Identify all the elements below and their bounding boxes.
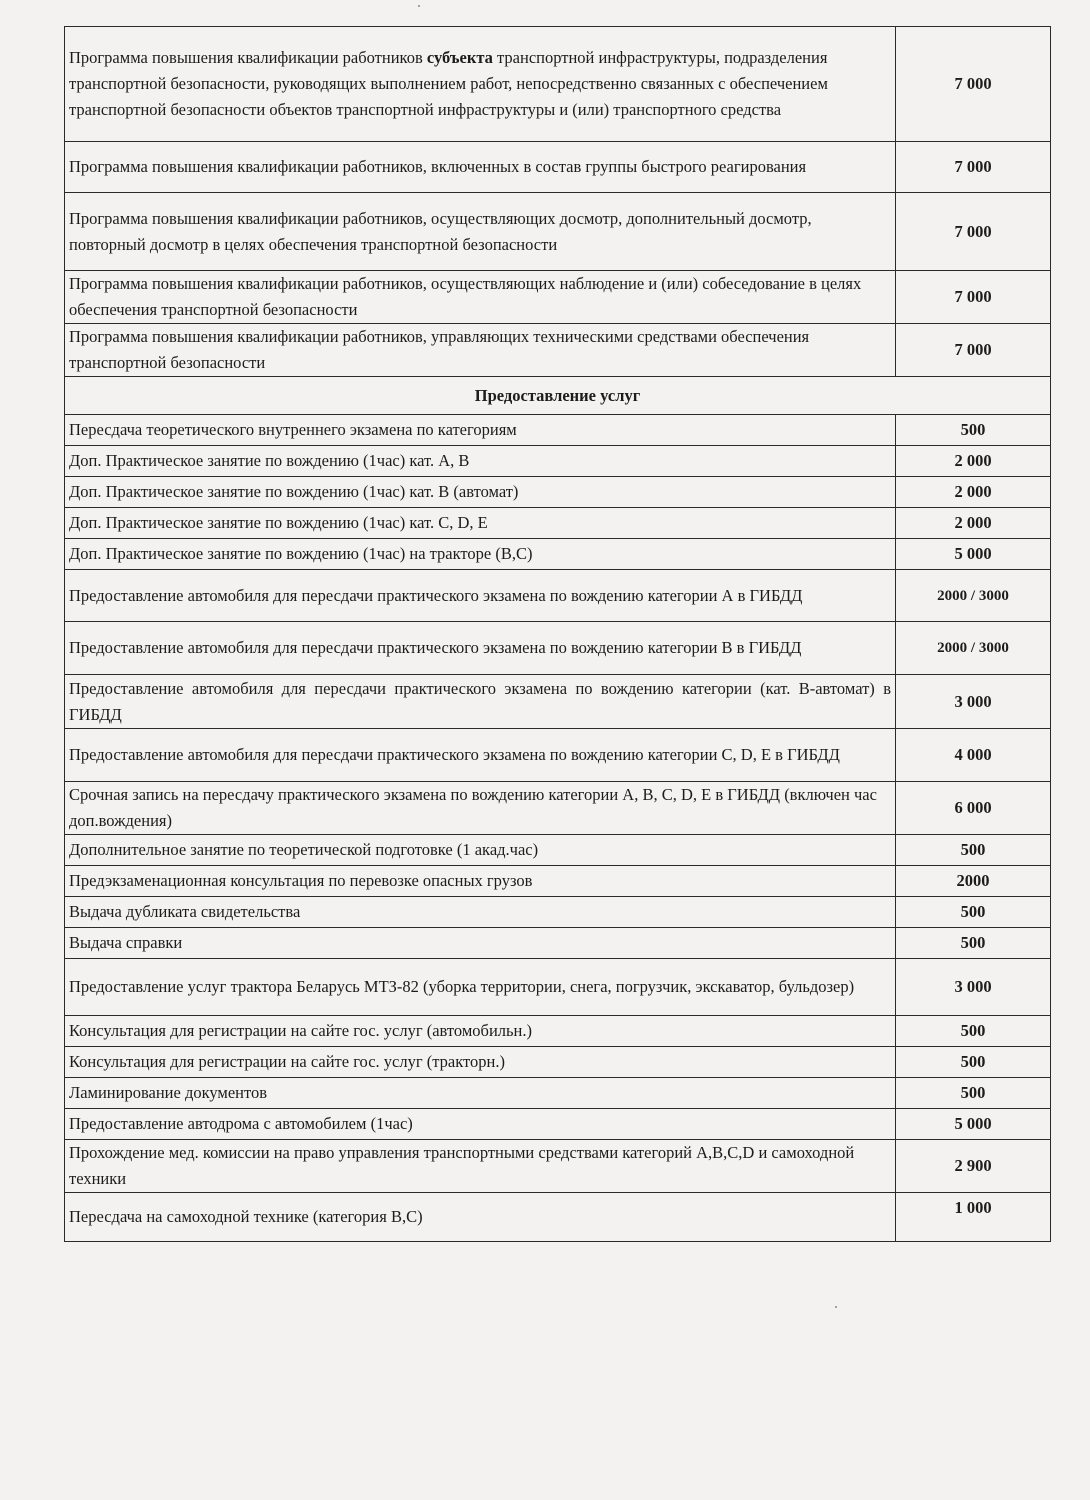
service-name: Программа повышения квалификации работников, включенных в состав группы быстрого реагирования: [65, 142, 896, 193]
service-name: Доп. Практическое занятие по вождению (1час) кат. В (автомат): [65, 477, 896, 508]
service-name: Выдача дубликата свидетельства: [65, 897, 896, 928]
service-name: Предэкзаменационная консультация по перевозке опасных грузов: [65, 866, 896, 897]
section-row: [65, 377, 1051, 415]
scan-speck: [835, 1306, 837, 1308]
table-row: [65, 539, 1051, 570]
service-name: Консультация для регистрации на сайте гос. услуг (тракторн.): [65, 1047, 896, 1078]
service-price: 500: [896, 928, 1051, 959]
table-row: [65, 866, 1051, 897]
table-row: [65, 675, 1051, 729]
service-price: 7 000: [896, 193, 1051, 271]
table-row: [65, 1047, 1051, 1078]
table-row: [65, 446, 1051, 477]
table-row: [65, 1140, 1051, 1193]
service-name: Прохождение мед. комиссии на право управления транспортными средствами категорий А,В,С,D и самоходной техники: [65, 1140, 896, 1193]
service-price: 2 000: [896, 477, 1051, 508]
service-price: 6 000: [896, 782, 1051, 835]
service-name: Срочная запись на пересдачу практического экзамена по вождению категории А, В, С, D, Е в ГИБДД (включен час доп.вождения): [65, 782, 896, 835]
table-row: [65, 271, 1051, 324]
service-name: Программа повышения квалификации работников, осуществляющих наблюдение и (или) собеседование в целях обеспечения транспортной безопасности: [65, 271, 896, 324]
service-price: 7 000: [896, 142, 1051, 193]
table-row: [65, 477, 1051, 508]
service-name-text: транспортной инфраструктуры, подразделения транспортной безопасности, руководящих выполнением работ, непосредственно связанных с обеспечением транспортной безопасности объектов транспортной инфраструктуры и (или) транспортного средства: [69, 48, 828, 119]
table-row: [65, 928, 1051, 959]
table-row: [65, 1016, 1051, 1047]
service-name: Доп. Практическое занятие по вождению (1час) кат. А, В: [65, 446, 896, 477]
service-price: 500: [896, 1047, 1051, 1078]
table-row: [65, 959, 1051, 1016]
table-row: [65, 570, 1051, 622]
service-price: 5 000: [896, 1109, 1051, 1140]
table-row: [65, 324, 1051, 377]
table-row: [65, 622, 1051, 675]
service-name: Ламинирование документов: [65, 1078, 896, 1109]
service-name: [65, 27, 896, 142]
service-name: Доп. Практическое занятие по вождению (1час) на тракторе (В,С): [65, 539, 896, 570]
price-table: [64, 26, 1051, 1242]
table-row: [65, 835, 1051, 866]
table-row: [65, 729, 1051, 782]
table-row: [65, 142, 1051, 193]
service-name: Программа повышения квалификации работников, управляющих техническими средствами обеспечения транспортной безопасности: [65, 324, 896, 377]
service-price: 2 900: [896, 1140, 1051, 1193]
service-name: Предоставление автодрома с автомобилем (1час): [65, 1109, 896, 1140]
service-price: 4 000: [896, 729, 1051, 782]
service-name-text: Программа повышения квалификации работников: [69, 48, 427, 67]
service-price: 500: [896, 835, 1051, 866]
table-row: [65, 415, 1051, 446]
table-row: [65, 1193, 1051, 1242]
service-name: Предоставление автомобиля для пересдачи практического экзамена по вождению категории (кат. В-автомат) в ГИБДД: [65, 675, 896, 729]
service-name: Предоставление автомобиля для пересдачи практического экзамена по вождению категории В в ГИБДД: [65, 622, 896, 675]
service-name: Предоставление автомобиля для пересдачи практического экзамена по вождению категории С, D, Е в ГИБДД: [65, 729, 896, 782]
service-price: 2 000: [896, 446, 1051, 477]
service-name-bold: субъекта: [426, 48, 493, 67]
service-price: 2 000: [896, 508, 1051, 539]
service-price: 500: [896, 897, 1051, 928]
table-row: [65, 897, 1051, 928]
service-price: 500: [896, 1078, 1051, 1109]
table-row: [65, 782, 1051, 835]
service-name: Предоставление услуг трактора Беларусь МТЗ-82 (уборка территории, снега, погрузчик, экскаватор, бульдозер): [65, 959, 896, 1016]
service-name: Пересдача теоретического внутреннего экзамена по категориям: [65, 415, 896, 446]
service-price: 7 000: [896, 27, 1051, 142]
service-price: 2000: [896, 866, 1051, 897]
service-name: Доп. Практическое занятие по вождению (1час) кат. С, D, Е: [65, 508, 896, 539]
service-price: 7 000: [896, 271, 1051, 324]
service-price: 1 000: [896, 1193, 1051, 1242]
service-name: Программа повышения квалификации работников, осуществляющих досмотр, дополнительный досмотр, повторный досмотр в целях обеспечения транспортной безопасности: [65, 193, 896, 271]
service-name: Выдача справки: [65, 928, 896, 959]
service-name: Консультация для регистрации на сайте гос. услуг (автомобильн.): [65, 1016, 896, 1047]
table-row: [65, 508, 1051, 539]
section-title: Предоставление услуг: [65, 377, 1051, 415]
service-price: 500: [896, 1016, 1051, 1047]
service-name: Предоставление автомобиля для пересдачи практического экзамена по вождению категории А в ГИБДД: [65, 570, 896, 622]
service-price: 3 000: [896, 959, 1051, 1016]
service-price: 2000 / 3000: [896, 622, 1051, 675]
service-price: 5 000: [896, 539, 1051, 570]
service-name: Пересдача на самоходной технике (категория В,С): [65, 1193, 896, 1242]
service-price: 2000 / 3000: [896, 570, 1051, 622]
table-row: [65, 1109, 1051, 1140]
table-row: [65, 27, 1051, 142]
table-row: [65, 1078, 1051, 1109]
table-row: [65, 193, 1051, 271]
service-price: 500: [896, 415, 1051, 446]
service-price: 3 000: [896, 675, 1051, 729]
scan-speck: [418, 5, 420, 7]
service-name: Дополнительное занятие по теоретической подготовке (1 акад.час): [65, 835, 896, 866]
service-price: 7 000: [896, 324, 1051, 377]
